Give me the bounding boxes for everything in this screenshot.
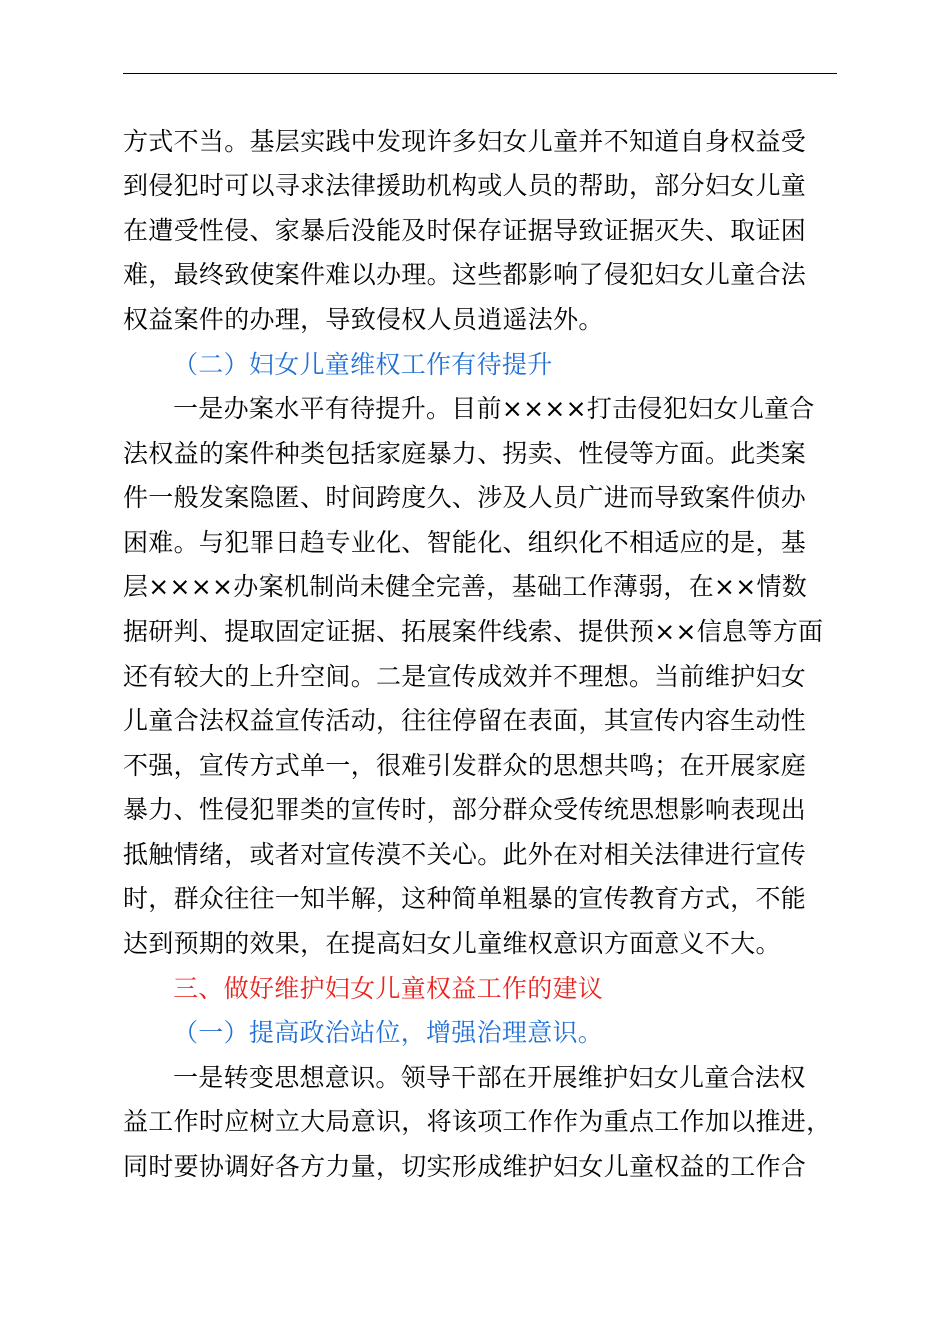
text-line: 难，最终致使案件难以办理。这些都影响了侵犯妇女儿童合法	[123, 260, 807, 289]
text-line: 到侵犯时可以寻求法律援助机构或人员的帮助，部分妇女儿童	[123, 171, 807, 200]
subheading-line: （二）妇女儿童维权工作有待提升	[173, 350, 553, 379]
text-line: 达到预期的效果，在提高妇女儿童维权意识方面意义不大。	[123, 929, 781, 958]
text-line: 权益案件的办理，导致侵权人员逍遥法外。	[123, 305, 604, 334]
text-line: 还有较大的上升空间。二是宣传成效并不理想。当前维护妇女	[123, 662, 807, 691]
text-line: 一是转变思想意识。领导干部在开展维护妇女儿童合法权	[173, 1063, 806, 1092]
text-line: 一是办案水平有待提升。目前××××打击侵犯妇女儿童合	[173, 394, 815, 423]
text-line: 据研判、提取固定证据、拓展案件线索、提供预××信息等方面	[123, 617, 824, 646]
text-line: 层××××办案机制尚未健全完善，基础工作薄弱，在××情数	[123, 572, 808, 601]
text-line: 不强，宣传方式单一，很难引发群众的思想共鸣；在开展家庭	[123, 751, 807, 780]
section-heading: 三、做好维护妇女儿童权益工作的建议	[173, 974, 604, 1003]
text-line: 时，群众往往一知半解，这种简单粗暴的宣传教育方式，不能	[123, 884, 807, 913]
text-line: 在遭受性侵、家暴后没能及时保存证据导致证据灭失、取证困	[123, 216, 807, 245]
text-line: 益工作时应树立大局意识，将该项工作作为重点工作加以推进，	[123, 1107, 832, 1136]
text-line: 儿童合法权益宣传活动，往往停留在表面，其宣传内容生动性	[123, 706, 807, 735]
text-line: 法权益的案件种类包括家庭暴力、拐卖、性侵等方面。此类案	[123, 439, 807, 468]
text-line: 方式不当。基层实践中发现许多妇女儿童并不知道自身权益受	[123, 127, 807, 156]
subheading-line: （一）提高政治站位，增强治理意识。	[173, 1018, 604, 1047]
header-rule	[123, 73, 837, 74]
text-line: 同时要协调好各方力量，切实形成维护妇女儿童权益的工作合	[123, 1152, 807, 1181]
text-line: 件一般发案隐匿、时间跨度久、涉及人员广进而导致案件侦办	[123, 483, 807, 512]
text-line: 抵触情绪，或者对宣传漠不关心。此外在对相关法律进行宣传	[123, 840, 807, 869]
text-line: 暴力、性侵犯罪类的宣传时，部分群众受传统思想影响表现出	[123, 795, 807, 824]
text-line: 困难。与犯罪日趋专业化、智能化、组织化不相适应的是，基	[123, 528, 807, 557]
